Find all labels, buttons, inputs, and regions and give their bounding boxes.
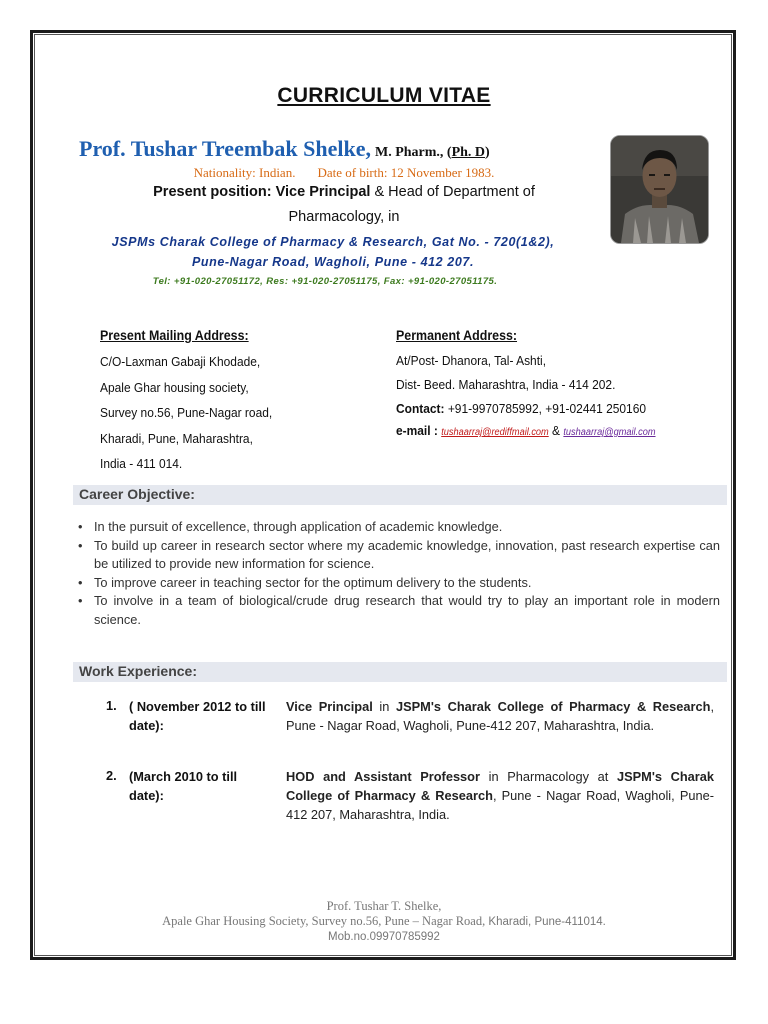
nationality: Nationality: Indian.: [193, 165, 296, 180]
footer-address: Apale Ghar Housing Society, Survey no.56, Pune – Nagar Road, Kharadi, Pune-411014.: [162, 914, 606, 928]
permanent-address-block: [396, 328, 678, 443]
work-item-date: ( November 2012 to till date):: [129, 699, 266, 733]
email-link-rediff[interactable]: tushaarraj@rediffmail.com: [441, 427, 549, 438]
list-item: • To improve career in teaching sector for the optimum delivery to the students.: [78, 574, 532, 590]
work-item-description: HOD and Assistant Professor in Pharmacology at JSPM's Charak College of Pharmacy & Research, Pune - Nagar Road, Wagholi, Pune-412 207, Maharashtra, India.: [286, 769, 715, 822]
document-title: CURRICULUM VITAE: [277, 84, 491, 107]
profile-photo: [610, 135, 709, 244]
telephone-line: Tel: +91-020-27051172, Res: +91-020-27051175, Fax: +91-020-27051175.: [152, 276, 498, 287]
mailing-address-line: Kharadi, Pune, Maharashtra,: [100, 430, 253, 446]
candidate-degree: M. Pharm., (Ph. D): [374, 145, 490, 160]
mailing-address-line: Apale Ghar housing society,: [100, 379, 249, 395]
mailing-address-heading: Present Mailing Address:: [100, 328, 249, 343]
work-item-number: 1.: [106, 698, 117, 713]
email-link-gmail[interactable]: tushaarraj@gmail.com: [563, 427, 656, 438]
footer-name: Prof. Tushar T. Shelke,: [326, 899, 442, 913]
present-position: Present position: Vice Principal & Head of Department of: [153, 184, 535, 200]
permanent-address-heading: Permanent Address:: [396, 328, 518, 343]
nationality-dob: [0, 165, 688, 181]
contact-line: Contact: +91-9970785992, +91-02441 250160: [396, 401, 647, 416]
candidate-name: Prof. Tushar Treembak Shelke,: [79, 136, 371, 161]
permanent-address-line: Dist- Beed. Maharashtra, India - 414 202.: [396, 377, 616, 392]
list-item: • In the pursuit of excellence, through application of academic knowledge.: [78, 519, 503, 534]
mailing-address-line: Survey no.56, Pune-Nagar road,: [100, 405, 273, 420]
mailing-address-block: [100, 328, 287, 477]
career-objective-heading: Career Objective:: [79, 486, 195, 502]
list-item: • To involve in a team of biological/crude drug research that would try to play an important role in modern science.: [78, 593, 720, 627]
profile-photo-image: [611, 136, 708, 243]
present-position-line2: Pharmacology, in: [288, 209, 400, 225]
email-line: e-mail : tushaarraj@rediffmail.com & tushaarraj@gmail.com: [396, 423, 656, 438]
list-item: • To build up career in research sector where my academic knowledge, innovation, past research expertise can be utilized to provide new information for science.: [78, 537, 720, 571]
career-objective-list: [74, 518, 720, 629]
date-of-birth: Date of birth: 12 November 1983.: [317, 165, 495, 180]
college-address: JSPMs Charak College of Pharmacy & Research, Gat No. - 720(1&2), Pune-Nagar Road, Wagholi, Pune - 412 207.: [111, 235, 555, 269]
mailing-address-line: India - 411 014.: [100, 456, 183, 471]
work-item-date: (March 2010 to till date):: [129, 769, 238, 803]
footer-mobile: Mob.no.09970785992: [328, 931, 440, 943]
candidate-name-line: [79, 136, 490, 162]
work-experience-heading: Work Experience:: [79, 663, 198, 679]
mailing-address-line: C/O-Laxman Gabaji Khodade,: [100, 354, 261, 369]
work-item-description: Vice Principal in JSPM's Charak College of Pharmacy & Research, Pune - Nagar Road, Wagholi, Pune-412 207, Maharashtra, India.: [286, 699, 714, 733]
work-item-number: 2.: [106, 768, 117, 783]
permanent-address-line: At/Post- Dhanora, Tal- Ashti,: [396, 353, 547, 368]
